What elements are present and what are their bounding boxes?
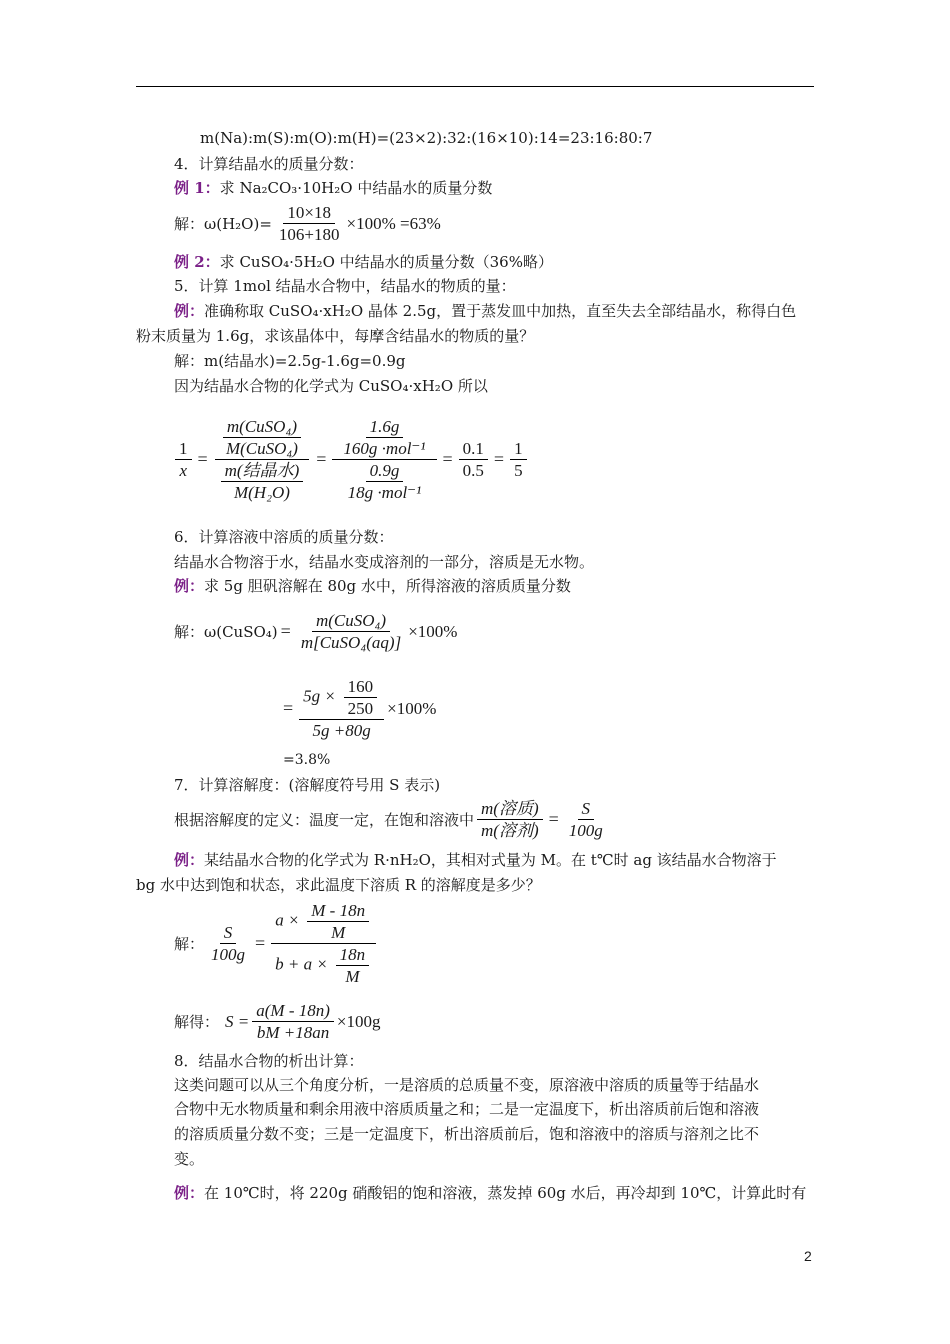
numerator: 18n: [336, 944, 370, 966]
solution-prefix: 解：ω(CuSO₄): [174, 623, 278, 641]
times-100-percent: ×100%: [387, 698, 437, 718]
s8-example: [174, 1183, 806, 1203]
example-label: 例：: [174, 302, 205, 320]
fraction: [477, 798, 543, 841]
denominator: M(CuSO₄): [225, 438, 298, 458]
s7-formula: [174, 900, 379, 987]
numerator: [332, 416, 436, 460]
times-100-percent: ×100%: [408, 621, 458, 641]
fraction-1-over-x: [175, 438, 192, 481]
equals-sign: =: [255, 933, 266, 953]
result-prefix: 解得：: [174, 1013, 220, 1031]
numerator: m(结晶水): [221, 460, 304, 482]
s8-paragraph-line-1: 这类问题可以从三个角度分析，一是溶质的总质量不变，原溶液中溶质的质量等于结晶水: [174, 1076, 760, 1094]
numerator: 0.9g: [366, 460, 404, 482]
denominator: m(溶剂): [481, 821, 539, 840]
example-text: 求 Na₂CO₃·10H₂O 中结晶水的质量分数: [219, 179, 493, 197]
example-text: 求 CuSO₄·5H₂O 中结晶水的质量分数（36%略）: [219, 253, 553, 271]
s7-definition: [174, 798, 610, 841]
equals-sign: =: [548, 809, 559, 829]
denominator: 106+180: [278, 225, 340, 244]
result: ×100% =63%: [346, 213, 441, 233]
numerator: 1: [175, 438, 192, 460]
page-number: 2: [804, 1248, 812, 1264]
s4-example-2: [174, 252, 553, 272]
ratio-of-ratios: [214, 416, 311, 503]
definition-text: 根据溶解度的定义：温度一定，在饱和溶液中: [174, 811, 475, 829]
example-text: 某结晶水合物的化学式为 R·nH₂O，其相对式量为 M。在 t℃时 ag 该结晶水合物溶于: [204, 851, 777, 869]
coefficient: a ×: [275, 910, 300, 930]
s7-result-formula: [174, 1000, 381, 1043]
denominator: 0.5: [462, 460, 484, 480]
solution-prefix: 解：ω(H₂O)=: [174, 215, 272, 233]
numerator: [271, 900, 376, 944]
equals-sign: =: [197, 448, 208, 469]
example-label: 例 1：: [174, 179, 220, 197]
s5-solution-line-1: 解：m(结晶水)=2.5g-1.6g=0.9g: [174, 352, 406, 370]
fraction: [252, 1000, 334, 1043]
numerator: 1: [510, 438, 527, 460]
denominator: M: [345, 967, 360, 986]
s7-example-line-2: bg 水中达到饱和状态，求此温度下溶质 R 的溶解度是多少？: [136, 876, 541, 894]
example-label: 例：: [174, 577, 205, 595]
numerator: 160: [344, 676, 378, 698]
compound-fraction: [271, 900, 376, 987]
s5-example-line-2: 粉末质量为 1.6g，求该晶体中，每摩含结晶水的物质的量？: [136, 327, 535, 345]
inner-fraction: [336, 944, 370, 987]
numerator: a(M - 18n): [252, 1000, 334, 1022]
fraction-01-05: [459, 438, 488, 481]
s8-paragraph-line-3: 的溶质质量分数不变；三是一定温度下，析出溶质前后，饱和溶液中的溶质与溶剂之比不: [174, 1125, 760, 1143]
numerator: S: [578, 798, 595, 820]
s5-solution-line-2: 因为结晶水合物的化学式为 CuSO₄·xH₂O 所以: [174, 377, 488, 395]
denominator: bM +18an: [256, 1023, 330, 1042]
fraction: [339, 416, 429, 459]
header-rule: [136, 86, 814, 87]
fraction: [299, 676, 384, 741]
denominator: [337, 460, 433, 503]
inner-fraction: [307, 900, 369, 943]
coefficient: b + a ×: [275, 954, 328, 974]
solution-prefix: 解：: [174, 935, 205, 953]
example-label: 例 2：: [174, 253, 220, 271]
s5-example-line-1: [174, 301, 796, 321]
section-8-heading: 8．结晶水合物的析出计算：: [174, 1052, 364, 1070]
fraction: [207, 922, 249, 965]
s8-paragraph-line-4: 变。: [174, 1150, 205, 1168]
denominator: [214, 460, 311, 503]
fraction: [222, 416, 302, 459]
numerator: 1.6g: [366, 416, 404, 438]
s6-text: 结晶水合物溶于水，结晶水变成溶剂的一部分，溶质是无水物。: [174, 553, 595, 571]
denominator: 18g ·mol⁻¹: [347, 482, 422, 502]
numeric-ratio: [332, 416, 436, 503]
numerator: 0.1: [459, 438, 488, 460]
s6-result: =3.8%: [283, 752, 331, 768]
fraction: [344, 460, 426, 503]
s4-example-1: [174, 178, 492, 198]
section-4-heading: 4．计算结晶水的质量分数：: [174, 155, 364, 173]
equals-sign: =: [493, 448, 505, 469]
denominator: 5: [514, 460, 523, 480]
denominator: m[CuSO₄(aq)]: [300, 633, 402, 652]
section-6-heading: 6．计算溶液中溶质的质量分数：: [174, 528, 394, 546]
numerator: M - 18n: [307, 900, 369, 922]
s8-paragraph-line-2: 合物中无水物质量和剩余用液中溶质质量之和；二是一定温度下，析出溶质前后饱和溶液: [174, 1100, 760, 1118]
s5-formula: [172, 404, 530, 514]
example-text: 在 10℃时，将 220g 硝酸铝的饱和溶液，蒸发掉 60g 水后，再冷却到 10℃，计算此时有: [204, 1184, 807, 1202]
inner-fraction: [344, 676, 378, 719]
mass-ratio-line: m(Na):m(S):m(O):m(H)=(23×2):32:(16×10):14=23:16:80:7: [200, 129, 653, 147]
numerator: m(溶质): [477, 798, 543, 820]
numerator: S: [220, 922, 237, 944]
numerator: m(CuSO₄): [312, 610, 390, 632]
fraction: [565, 798, 607, 841]
numerator: [215, 416, 309, 460]
denominator: 250: [347, 699, 374, 718]
equals-sign: =: [280, 621, 291, 641]
coefficient: 5g ×: [303, 686, 336, 706]
example-text: 准确称取 CuSO₄·xH₂O 晶体 2.5g，置于蒸发皿中加热，直至失去全部结晶水，称得白色: [204, 302, 797, 320]
section-5-heading: 5．计算 1mol 结晶水合物中，结晶水的物质的量：: [174, 277, 516, 295]
s6-formula-2: [280, 676, 436, 741]
denominator: M(H₂O): [233, 482, 290, 502]
s-equals: S =: [225, 1011, 250, 1031]
denominator: x: [179, 460, 188, 480]
fraction: [297, 610, 405, 653]
fraction: [275, 202, 344, 245]
section-7-heading: 7．计算溶解度：(溶解度符号用 S 表示): [174, 776, 441, 794]
numerator: [299, 676, 384, 720]
denominator: M: [331, 923, 346, 942]
s4-formula: [174, 202, 441, 245]
numerator: 10×18: [283, 202, 335, 224]
numerator: m(CuSO₄): [223, 416, 301, 438]
denominator: [271, 944, 376, 987]
times-100g: ×100g: [336, 1011, 381, 1031]
s7-example-line-1: [174, 850, 777, 870]
fraction-1-5: [510, 438, 527, 481]
equals-sign: =: [283, 698, 294, 718]
fraction: [221, 460, 304, 503]
equals-sign: =: [316, 448, 327, 469]
equals-sign: =: [442, 448, 453, 469]
example-label: 例：: [174, 1184, 205, 1202]
denominator: 100g: [211, 945, 246, 964]
example-text: 求 5g 胆矾溶解在 80g 水中，所得溶液的溶质质量分数: [204, 577, 571, 595]
example-label: 例：: [174, 851, 205, 869]
denominator: 100g: [568, 821, 603, 840]
s6-example: [174, 576, 571, 596]
denominator: 5g +80g: [312, 721, 371, 740]
denominator: 160g ·mol⁻¹: [343, 438, 426, 458]
s6-formula-1: [174, 610, 457, 653]
